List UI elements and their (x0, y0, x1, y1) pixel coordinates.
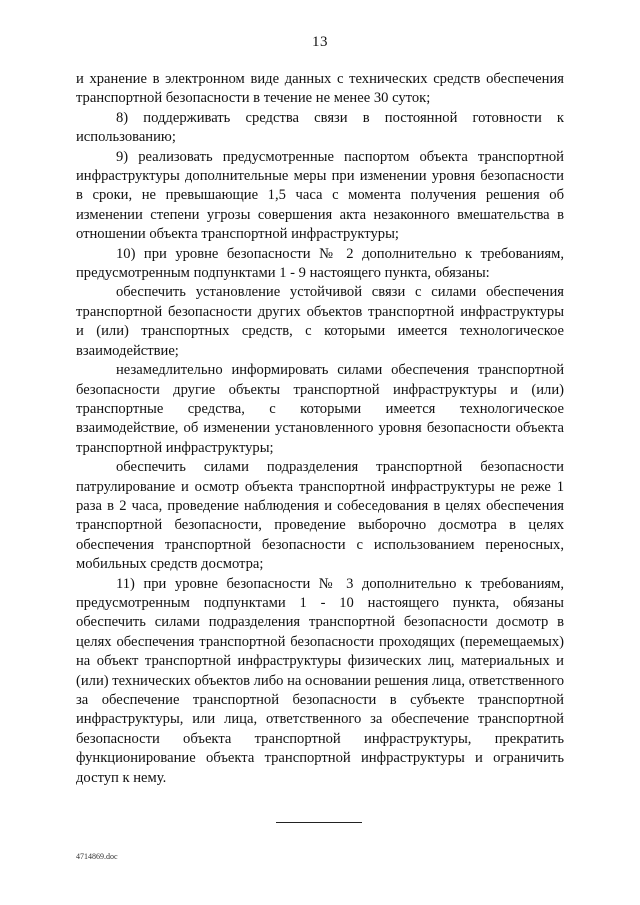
paragraph-item-9: 9) реализовать предусмотренные паспортом объекта транспортной инфраструктуры дополнительные меры при изменении уровня безопасности в сроки, не превышающие 1,5 часа с момента получения решения об изменении степени угрозы совершения акта незаконного вмешательства в отношении объекта транспортной инфраструктуры; (76, 148, 564, 243)
paragraph-continuation: и хранение в электронном виде данных с технических средств обеспечения транспортной безопасности в течение не менее 30 суток; (76, 71, 564, 107)
paragraph-item-10-stable-communication: обеспечить установление устойчивой связи с силами обеспечения транспортной безопасности других объектов транспортной инфраструктуры и (или) транспортных средств, с которыми имеется технологическое взаимодействие; (76, 284, 564, 359)
end-of-text-rule (276, 822, 362, 823)
paragraph-item-8: 8) поддерживать средства связи в постоянной готовности к использованию; (76, 109, 564, 146)
document-body (76, 70, 564, 788)
paragraph-item-10: 10) при уровне безопасности № 2 дополнительно к требованиям, предусмотренным подпунктами 1 - 9 настоящего пункта, обязаны: (76, 245, 564, 282)
paragraph-item-11: 11) при уровне безопасности № 3 дополнительно к требованиям, предусмотренным подпунктами 1 - 10 настоящего пункта, обязаны обеспечить силами подразделения транспортной безопасности досмотр в целях обеспечения транспортной безопасности проходящих (перемещаемых) на объект транспортной инфраструктуры физических лиц, материальных и (или) технических объектов либо на основании решения лица, ответственного за обеспечение транспортной безопасности в субъекте транспортной инфраструктуры, или лица, ответственного за обеспечение транспортной безопасности объекта транспортной инфраструктуры, прекратить функционирование объекта транспортной инфраструктуры и ограничить доступ к нему. (76, 575, 564, 786)
document-id-footer: 4714869.doc (76, 852, 118, 861)
page-number: 13 (312, 34, 328, 50)
paragraph-item-10-inform-objects: незамедлительно информировать силами обеспечения транспортной безопасности другие объекты транспортной инфраструктуры и (или) транспортные средства, с которыми имеется технологическое взаимодействие, об изменении установленного уровня безопасности объекта транспортной инфраструктуры; (76, 362, 564, 456)
paragraph-item-10-patrol-inspection: обеспечить силами подразделения транспортной безопасности патрулирование и осмотр объекта транспортной инфраструктуры не реже 1 раза в 2 часа, проведение наблюдения и собеседования в целях обеспечения транспортной безопасности, проведение выборочно досмотра в целях обеспечения транспортной безопасности с использованием переносных, мобильных средств досмотра; (76, 459, 564, 573)
